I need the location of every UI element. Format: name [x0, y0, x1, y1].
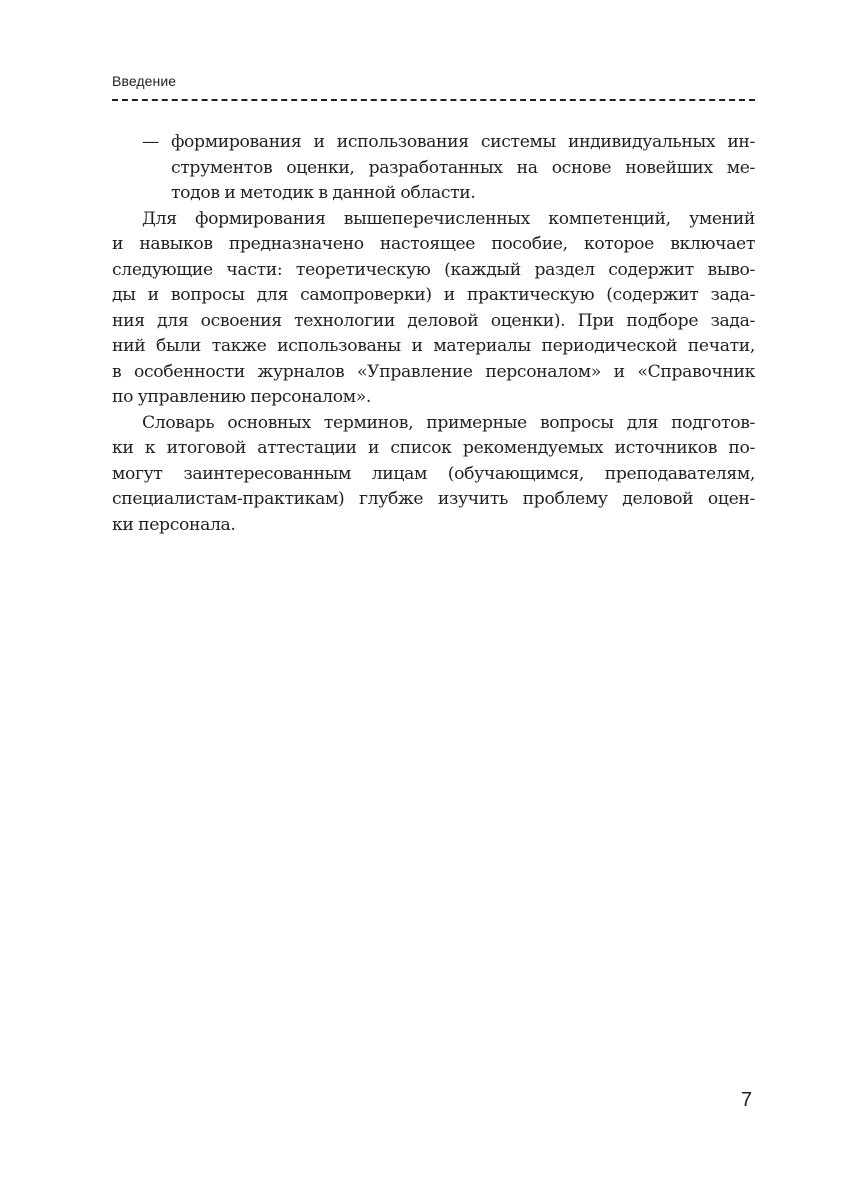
text-line: Словарь основных терминов, примерные вопросы для подготов-: [142, 412, 755, 433]
text-line: и навыков предназначено настоящее пособие, которое включает: [112, 234, 755, 254]
paragraph: [112, 411, 755, 539]
page-number: 7: [741, 1089, 753, 1111]
text-line: специалистам-практикам) глубже изучить проблему деловой оцен-: [112, 489, 755, 509]
text-line: ния для освоения технологии деловой оценки). При подборе зада-: [112, 310, 755, 331]
text-line: тодов и методик в данной области.: [171, 183, 476, 203]
text-line: по управлению персоналом».: [112, 387, 372, 407]
paragraph: [112, 207, 755, 411]
text-line: могут заинтересованным лицам (обучающимся, преподавателям,: [112, 463, 755, 484]
text-line: следующие части: теоретическую (каждый раздел содержит выво-: [112, 259, 755, 280]
text-line: ки к итоговой аттестации и список рекомендуемых источников по-: [112, 438, 755, 458]
text-line: Для формирования вышеперечисленных компетенций, умений: [142, 208, 755, 229]
text-line: — формирования и использования системы индивидуальных ин-: [142, 132, 755, 152]
running-head: Введение: [112, 73, 177, 89]
header-divider: [112, 99, 755, 101]
page-body: [112, 130, 755, 538]
list-item: [112, 130, 755, 207]
text-line: ки персонала.: [112, 514, 236, 535]
text-line: в особенности журналов «Управление персоналом» и «Справочник: [112, 361, 755, 382]
text-line: ний были также использованы и материалы периодической печати,: [112, 336, 755, 356]
text-line: ды и вопросы для самопроверки) и практическую (содержит зада-: [112, 285, 755, 305]
text-line: струментов оценки, разработанных на основе новейших ме-: [171, 157, 755, 178]
